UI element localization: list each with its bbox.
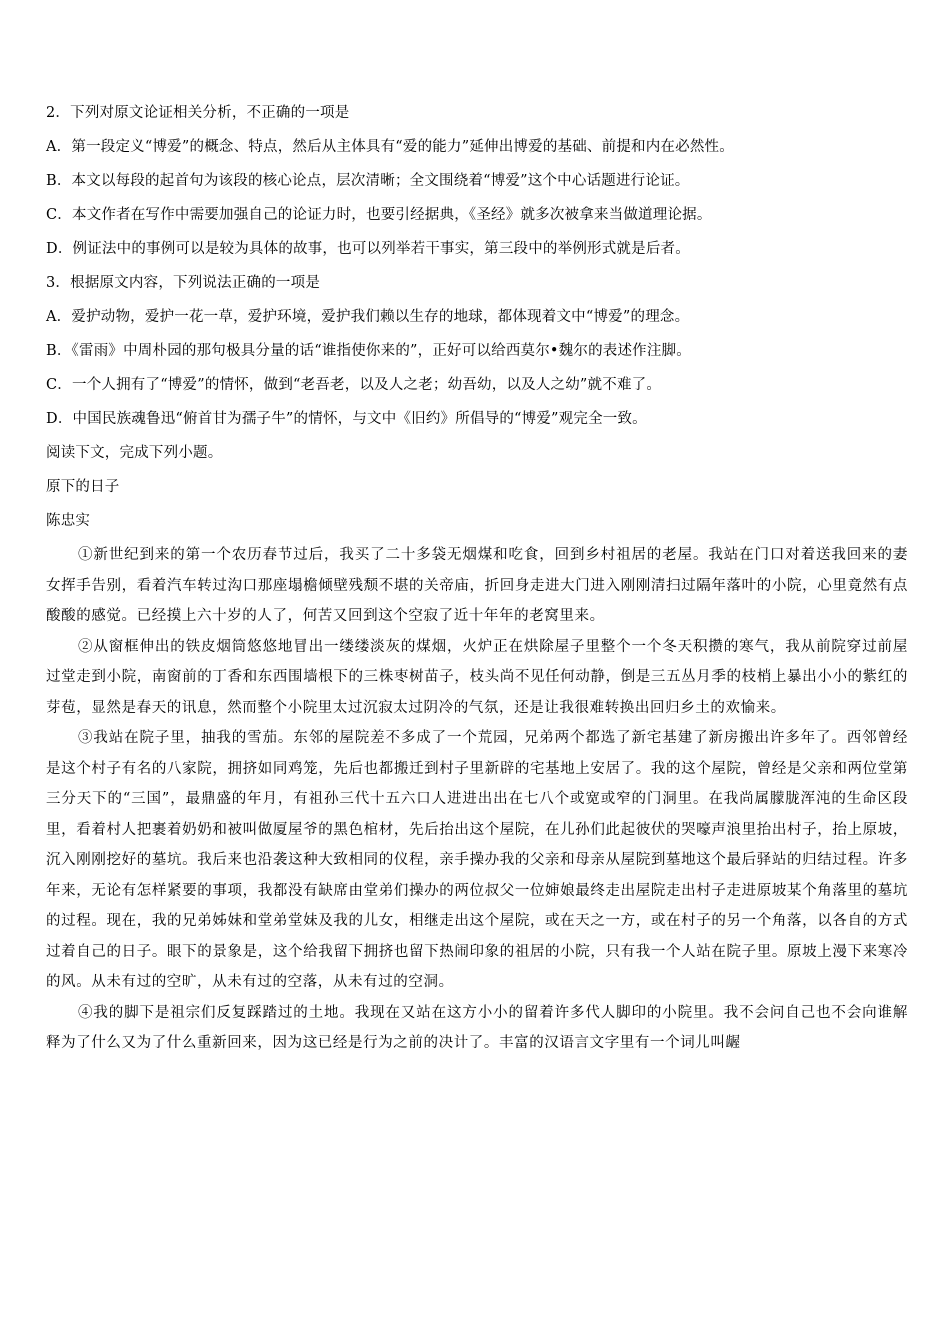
question-3-option-b: B．《雷雨》中周朴园的那句极具分量的话“谁指使你来的”，正好可以给西莫尔•魏尔的表述作注脚。 <box>46 343 691 359</box>
question-3-stem: 3．根据原文内容，下列说法正确的一项是 <box>46 275 321 291</box>
question-2-stem: 2．下列对原文论证相关分析，不正确的一项是 <box>46 105 350 121</box>
question-3-option-a: A．爱护动物，爱护一花一草，爱护环境，爱护我们赖以生存的地球，都体现着文中“博爱”的理念。 <box>46 309 690 325</box>
article-author: 陈忠实 <box>46 513 91 529</box>
question-3-option-d: D．中国民族魂鲁迅“俯首甘为孺子牛”的情怀，与文中《旧约》所倡导的“博爱”观完全一致。 <box>46 411 647 427</box>
document-page <box>46 96 908 1059</box>
article-paragraph-4: ④我的脚下是祖宗们反复踩踏过的土地。我现在又站在这方小小的留着许多代人脚印的小院里。我不会问自己也不会向谁解释为了什么又为了什么重新回来，因为这已经是行为之前的决计了。丰富的汉语言文字里有一个词儿叫龌 <box>46 1004 908 1051</box>
article-paragraph-2: ②从窗框伸出的铁皮烟筒悠悠地冒出一缕缕淡灰的煤烟，火炉正在烘除屋子里整个一个冬天积攒的寒气，我从前院穿过前屋过堂走到小院，南窗前的丁香和东西围墙根下的三株枣树苗子，枝头尚不见任何动静，倒是三五丛月季的枝梢上暴出小小的紫红的芽苞，显然是春天的讯息，然而整个小院里太过沉寂太过阴冷的气氛，还是让我很难转换出回归乡土的欢愉来。 <box>46 638 908 716</box>
question-2-option-a: A．第一段定义“博爱”的概念、特点，然后从主体具有“爱的能力”延伸出博爱的基础、前提和内在必然性。 <box>46 139 734 155</box>
reading-instruction: 阅读下文，完成下列小题。 <box>46 445 223 461</box>
article-title: 原下的日子 <box>46 479 120 495</box>
question-2-option-b: B．本文以每段的起首句为该段的核心论点，层次清晰；全文围绕着“博爱”这个中心话题进行论证。 <box>46 173 690 189</box>
question-2-option-d: D．例证法中的事例可以是较为具体的故事，也可以列举若干事实，第三段中的举例形式就是后者。 <box>46 241 690 257</box>
article-body <box>46 540 908 1059</box>
article-paragraph-1: ①新世纪到来的第一个农历春节过后，我买了二十多袋无烟煤和吃食，回到乡村祖居的老屋。我站在门口对着送我回来的妻女挥手告别，看着汽车转过沟口那座塌檐倾壁残颓不堪的关帝庙，折回身走进大门进入刚刚清扫过隔年落叶的小院，心里竟然有点酸酸的感觉。已经摸上六十岁的人了，何苦又回到这个空寂了近十年年的老窝里来。 <box>46 547 908 624</box>
article-paragraph-3: ③我站在院子里，抽我的雪茄。东邻的屋院差不多成了一个荒园，兄弟两个都选了新宅基建了新房搬出许多年了。西邻曾经是这个村子有名的八家院，拥挤如同鸡笼，先后也都搬迁到村子里新辟的宅基地上安居了。我的这个屋院，曾经是父亲和两位堂第三分天下的“三国”，最鼎盛的年月，有祖孙三代十五六口人进进出出在七八个或宽或窄的门洞里。在我尚属朦胧浑沌的生命区段里，看着村人把裹着奶奶和被叫做厦屋爷的黑色棺材，先后抬出这个屋院，在儿孙们此起彼伏的哭嚎声浪里抬出村子，抬上原坡，沉入刚刚挖好的墓坑。我后来也沿袭这种大致相同的仪程，亲手操办我的父亲和母亲从屋院到墓地这个最后驿站的归结过程。许多年来，无论有怎样紧要的事项，我都没有缺席由堂弟们操办的两位叔父一位婶娘最终走出屋院走出村子走进原坡某个角落里的墓坑的过程。现在，我的兄弟姊妹和堂弟堂妹及我的儿女，相继走出这个屋院，或在天之一方，或在村子的另一个角落，以各自的方式过着自己的日子。眼下的景象是，这个给我留下拥挤也留下热闹印象的祖居的小院，只有我一个人站在院子里。原坡上漫下来寒冷的风。从未有过的空旷，从未有过的空落，从未有过的空洞。 <box>46 730 908 990</box>
question-2-option-c: C．本文作者在写作中需要加强自己的论证力时，也要引经据典，《圣经》就多次被拿来当做道理论据。 <box>46 207 712 223</box>
question-3-option-c: C．一个人拥有了“博爱”的情怀，做到“老吾老，以及人之老；幼吾幼，以及人之幼”就不难了。 <box>46 377 662 393</box>
